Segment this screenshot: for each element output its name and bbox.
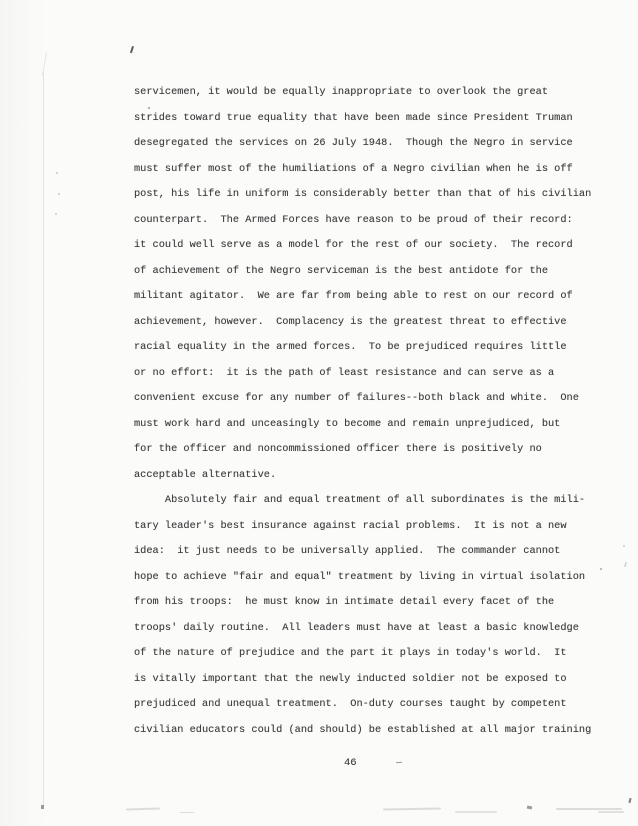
scan-mark bbox=[396, 762, 402, 763]
text-line: must suffer most of the humiliations of a Negro civilian when he is off bbox=[134, 162, 573, 175]
scan-mark bbox=[624, 562, 627, 567]
scan-smudge bbox=[383, 807, 441, 810]
page-number: 46 bbox=[344, 757, 357, 769]
text-line: from his troops: he must know in intimate detail every facet of the bbox=[134, 596, 555, 608]
text-line: achievement, however. Complacency is the greatest threat to effective bbox=[134, 315, 567, 328]
text-line: civilian educators could (and should) be established at all major training bbox=[134, 723, 592, 736]
text-line: desegregated the services on 26 July 1948. Though the Negro in service bbox=[134, 137, 573, 149]
text-line: counterpart. The Armed Forces have reason to be proud of their record: bbox=[134, 213, 573, 226]
scan-smudge bbox=[556, 808, 622, 810]
page-edge-line-top bbox=[42, 52, 47, 76]
scan-speck bbox=[58, 193, 60, 195]
text-line: of the nature of prejudice and the part it plays in today's world. It bbox=[134, 647, 567, 659]
scan-mark bbox=[628, 798, 631, 803]
page-edge-line bbox=[43, 72, 44, 806]
text-line: it could well serve as a model for the rest of our society. The record bbox=[134, 239, 573, 251]
scan-mark bbox=[41, 805, 44, 809]
text-line: acceptable alternative. bbox=[134, 468, 277, 481]
scan-speck bbox=[56, 172, 58, 174]
text-line: Absolutely fair and equal treatment of all subordinates is the mili- bbox=[134, 494, 586, 506]
scan-smudge bbox=[455, 811, 497, 813]
scan-speck bbox=[600, 568, 602, 570]
text-line: militant agitator. We are far from being able to rest on our record of bbox=[134, 290, 573, 302]
text-line: prejudiced and unequal treatment. On-duty courses taught by competent bbox=[134, 698, 567, 710]
text-line: racial equality in the armed forces. To be prejudiced requires little bbox=[134, 341, 567, 353]
scan-smudge bbox=[126, 807, 160, 810]
scan-mark bbox=[130, 46, 134, 53]
text-line: must work hard and unceasingly to become and remain unprejudiced, but bbox=[134, 417, 561, 430]
text-line: for the officer and noncommissioned officer there is positively no bbox=[134, 443, 542, 455]
page-body-text bbox=[134, 80, 614, 743]
text-line: convenient excuse for any number of failures--both black and white. One bbox=[134, 392, 579, 404]
text-line: of achievement of the Negro serviceman is the best antidote for the bbox=[134, 264, 549, 277]
text-line: idea: it just needs to be universally applied. The commander cannot bbox=[134, 545, 561, 557]
text-line: strides toward true equality that have been made since President Truman bbox=[134, 111, 573, 124]
scan-speck bbox=[55, 213, 57, 215]
text-line: post, his life in uniform is considerably better than that of his civilian bbox=[134, 188, 592, 200]
text-line: troops' daily routine. All leaders must have at least a basic knowledge bbox=[134, 621, 579, 634]
scan-speck bbox=[623, 545, 625, 547]
text-line: or no effort: it is the path of least resistance and can serve as a bbox=[134, 366, 555, 379]
scan-smudge bbox=[598, 811, 624, 813]
scan-smudge bbox=[180, 812, 194, 813]
scan-speck bbox=[148, 107, 150, 109]
text-line: servicemen, it would be equally inappropriate to overlook the great bbox=[134, 86, 549, 98]
text-line: tary leader's best insurance against racial problems. It is not a new bbox=[134, 519, 567, 532]
text-line: hope to achieve "fair and equal" treatment by living in virtual isolation bbox=[134, 570, 586, 583]
text-line: is vitally important that the newly inducted soldier not be exposed to bbox=[134, 672, 567, 685]
scan-mark bbox=[527, 806, 533, 810]
